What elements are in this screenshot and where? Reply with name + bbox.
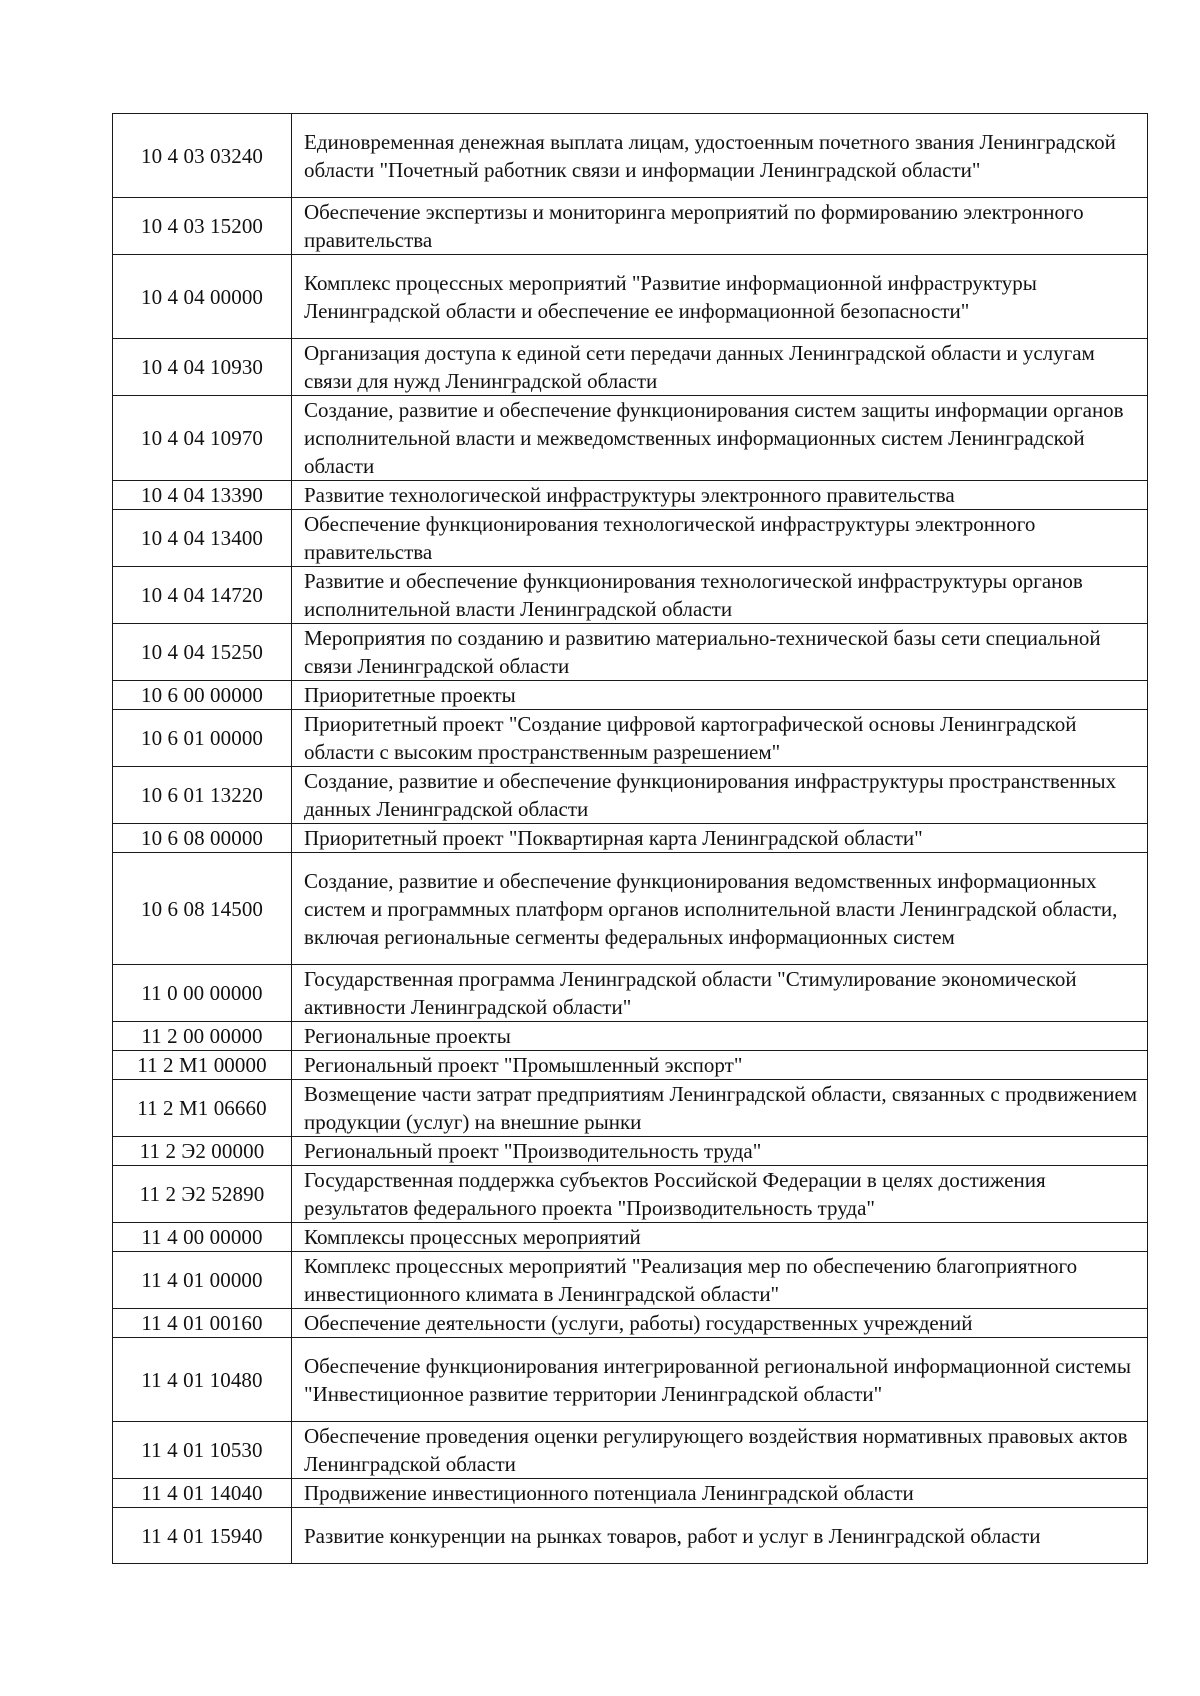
description-cell: Организация доступа к единой сети передачи данных Ленинградской области и услугам связи для нужд Ленинградской области [292, 339, 1148, 396]
code-cell: 10 4 04 15250 [113, 624, 292, 681]
description-cell: Обеспечение деятельности (услуги, работы) государственных учреждений [292, 1309, 1148, 1338]
description-cell: Развитие и обеспечение функционирования технологической инфраструктуры органов исполнительной власти Ленинградской области [292, 567, 1148, 624]
description-cell: Обеспечение функционирования технологической инфраструктуры электронного правительства [292, 510, 1148, 567]
table-row [113, 1309, 1148, 1338]
description-cell: Государственная поддержка субъектов Российской Федерации в целях достижения результатов федерального проекта "Производительность труда" [292, 1166, 1148, 1223]
code-cell: 11 4 01 10530 [113, 1422, 292, 1479]
table-row [113, 767, 1148, 824]
table-row [113, 255, 1148, 339]
code-cell: 10 6 08 00000 [113, 824, 292, 853]
code-cell: 11 0 00 00000 [113, 965, 292, 1022]
description-cell: Региональный проект "Промышленный экспорт" [292, 1051, 1148, 1080]
table-row [113, 1080, 1148, 1137]
description-cell: Обеспечение экспертизы и мониторинга мероприятий по формированию электронного правительства [292, 198, 1148, 255]
table-row [113, 567, 1148, 624]
table-row [113, 1223, 1148, 1252]
table-row [113, 1051, 1148, 1080]
table-row [113, 853, 1148, 965]
code-cell: 11 2 Э2 52890 [113, 1166, 292, 1223]
code-cell: 11 4 01 15940 [113, 1508, 292, 1564]
code-cell: 11 2 M1 00000 [113, 1051, 292, 1080]
table-body [113, 114, 1148, 1564]
code-cell: 10 4 04 00000 [113, 255, 292, 339]
code-cell: 10 4 04 13390 [113, 481, 292, 510]
code-cell: 11 4 01 14040 [113, 1479, 292, 1508]
description-cell: Создание, развитие и обеспечение функционирования систем защиты информации органов исполнительной власти и межведомственных информационных систем Ленинградской области [292, 396, 1148, 481]
description-cell: Комплекс процессных мероприятий "Реализация мер по обеспечению благоприятного инвестиционного климата в Ленинградской области" [292, 1252, 1148, 1309]
code-cell: 10 6 08 14500 [113, 853, 292, 965]
code-cell: 11 2 M1 06660 [113, 1080, 292, 1137]
description-cell: Создание, развитие и обеспечение функционирования ведомственных информационных систем и программных платформ органов исполнительной власти Ленинградской области, включая региональные сегменты федеральных информационных систем [292, 853, 1148, 965]
code-cell: 11 2 Э2 00000 [113, 1137, 292, 1166]
description-cell: Продвижение инвестиционного потенциала Ленинградской области [292, 1479, 1148, 1508]
table-row [113, 198, 1148, 255]
description-cell: Развитие конкуренции на рынках товаров, работ и услуг в Ленинградской области [292, 1508, 1148, 1564]
code-cell: 10 4 03 03240 [113, 114, 292, 198]
code-cell: 11 4 00 00000 [113, 1223, 292, 1252]
table-row [113, 510, 1148, 567]
table-row [113, 1422, 1148, 1479]
table-row [113, 824, 1148, 853]
description-cell: Обеспечение проведения оценки регулирующего воздействия нормативных правовых актов Ленинградской области [292, 1422, 1148, 1479]
table-row [113, 965, 1148, 1022]
description-cell: Обеспечение функционирования интегрированной региональной информационной системы "Инвестиционное развитие территории Ленинградской области" [292, 1338, 1148, 1422]
table-row [113, 624, 1148, 681]
description-cell: Комплекс процессных мероприятий "Развитие информационной инфраструктуры Ленинградской области и обеспечение ее информационной безопасности" [292, 255, 1148, 339]
code-cell: 11 2 00 00000 [113, 1022, 292, 1051]
table-row [113, 396, 1148, 481]
code-cell: 10 4 04 10930 [113, 339, 292, 396]
code-cell: 10 6 00 00000 [113, 681, 292, 710]
table-row [113, 481, 1148, 510]
code-cell: 10 4 04 13400 [113, 510, 292, 567]
description-cell: Региональный проект "Производительность труда" [292, 1137, 1148, 1166]
table-row [113, 681, 1148, 710]
description-cell: Единовременная денежная выплата лицам, удостоенным почетного звания Ленинградской области "Почетный работник связи и информации Ленинградской области" [292, 114, 1148, 198]
code-cell: 10 6 01 00000 [113, 710, 292, 767]
description-cell: Развитие технологической инфраструктуры электронного правительства [292, 481, 1148, 510]
code-cell: 10 6 01 13220 [113, 767, 292, 824]
table-row [113, 1479, 1148, 1508]
code-cell: 10 4 03 15200 [113, 198, 292, 255]
table-row [113, 1508, 1148, 1564]
table-row [113, 1137, 1148, 1166]
table-row [113, 1252, 1148, 1309]
description-cell: Приоритетные проекты [292, 681, 1148, 710]
code-cell: 10 4 04 10970 [113, 396, 292, 481]
code-cell: 11 4 01 10480 [113, 1338, 292, 1422]
description-cell: Создание, развитие и обеспечение функционирования инфраструктуры пространственных данных Ленинградской области [292, 767, 1148, 824]
table-row [113, 1338, 1148, 1422]
budget-classification-table [112, 113, 1148, 1564]
description-cell: Государственная программа Ленинградской области "Стимулирование экономической активности Ленинградской области" [292, 965, 1148, 1022]
description-cell: Приоритетный проект "Создание цифровой картографической основы Ленинградской области с высоким пространственным разрешением" [292, 710, 1148, 767]
table-row [113, 339, 1148, 396]
description-cell: Комплексы процессных мероприятий [292, 1223, 1148, 1252]
table-row [113, 114, 1148, 198]
description-cell: Региональные проекты [292, 1022, 1148, 1051]
code-cell: 11 4 01 00160 [113, 1309, 292, 1338]
description-cell: Мероприятия по созданию и развитию материально-технической базы сети специальной связи Ленинградской области [292, 624, 1148, 681]
table-row [113, 710, 1148, 767]
description-cell: Возмещение части затрат предприятиям Ленинградской области, связанных с продвижением продукции (услуг) на внешние рынки [292, 1080, 1148, 1137]
code-cell: 11 4 01 00000 [113, 1252, 292, 1309]
description-cell: Приоритетный проект "Поквартирная карта Ленинградской области" [292, 824, 1148, 853]
table-row [113, 1022, 1148, 1051]
code-cell: 10 4 04 14720 [113, 567, 292, 624]
table-row [113, 1166, 1148, 1223]
